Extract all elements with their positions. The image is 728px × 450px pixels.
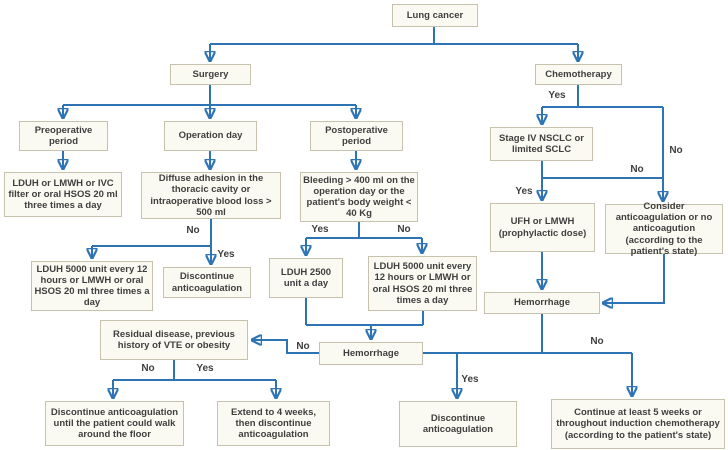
label-stage-iv-yes: Yes [515,186,533,197]
label-operation-day-yes: Yes [217,249,235,260]
node-lduh-2500: LDUH 2500 unit a day [269,258,343,298]
label-chemotherapy-no: No [669,145,683,156]
node-consider-anticoagulation: Consider anticoagulation or no anticoagution (according to the patient's state) [605,204,723,254]
label-bleeding-yes: Yes [311,224,329,235]
node-discontinue-final: Discontinue anticoagulation [399,401,517,447]
node-operation-day: Operation day [164,121,257,151]
label-bleeding-no: No [397,224,411,235]
node-residual-disease: Residual disease, previous history of VTE or obesity [100,320,248,360]
node-discontinue-until-walk: Discontinue anticoagulation until the patient could walk around the floor [45,401,184,446]
edge-surgery-split [63,85,356,105]
node-diffuse-adhesion: Diffuse adhesion in the thoracic cavity or intraoperative blood loss > 500 ml [141,172,281,219]
node-extend-4-weeks: Extend to 4 weeks, then discontinue anticoagulation [217,401,330,446]
node-bleeding: Bleeding > 400 ml on the operation day or the patient's body weight < 40 Kg [300,172,418,222]
label-hemorrhage-surgery-no: No [296,341,310,352]
label-stage-iv-no: No [630,164,644,175]
edge-residual-split [113,360,276,380]
node-hemorrhage-chemo: Hemorrhage [484,292,600,314]
node-preoperative-period: Preoperative period [19,121,108,151]
label-chemotherapy-yes: Yes [548,90,566,101]
edge-root-trunk [210,27,578,44]
node-opday-discontinue: Discontinue anticoagulation [163,267,251,298]
node-postoperative-period: Postoperative period [310,121,403,151]
label-residual-no: No [141,363,155,374]
label-residual-yes: Yes [196,363,214,374]
label-operation-day-no: No [186,225,200,236]
node-continue-5-weeks: Continue at least 5 weeks or throughout induction chemotherapy (according to the patient's state) [551,399,725,449]
node-chemotherapy: Chemotherapy [535,64,622,85]
node-lung-cancer: Lung cancer [392,4,478,27]
node-preop-treatment: LDUH or LMWH or IVC filter or oral HSOS 20 ml three times a day [4,172,122,217]
edge-consider-down [604,254,664,303]
node-hemorrhage-surgery: Hemorrhage [319,342,423,365]
node-postop-lduh-5000: LDUH 5000 unit every 12 hours or LMWH or oral HSOS 20 ml three times a day [368,256,477,311]
label-hemorrhage-bottom-no: No [590,336,604,347]
node-stage-iv: Stage IV NSCLC or limited SCLC [490,127,593,161]
node-ufh-lmwh: UFH or LMWH (prophylactic dose) [490,203,595,252]
edge-stage-iv-no [542,161,663,178]
label-hemorrhage-bottom-yes: Yes [461,374,479,385]
node-surgery: Surgery [170,64,251,85]
node-opday-continue: LDUH 5000 unit every 12 hours or LMWH or oral HSOS 20 ml three times a day [31,261,153,311]
